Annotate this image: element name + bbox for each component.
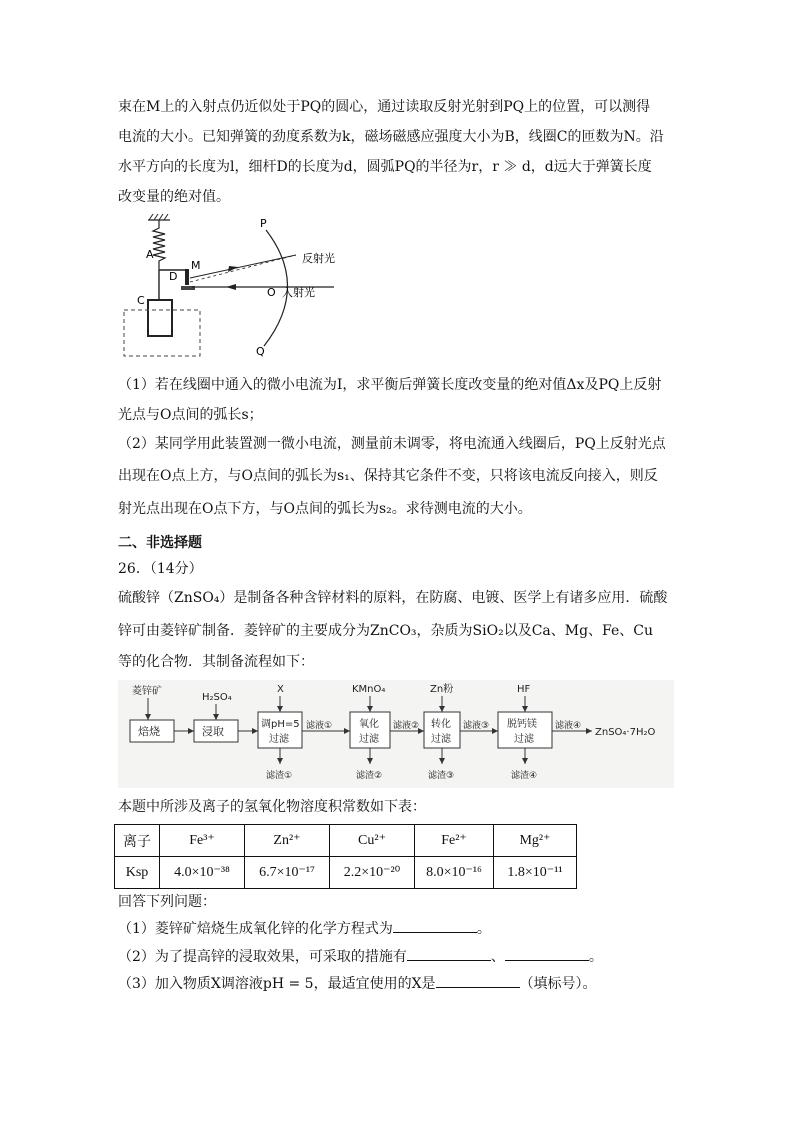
table-cell: 8.0×10⁻¹⁶ [415, 857, 494, 889]
table-header-row [115, 825, 577, 857]
table-caption: 本题中所涉及离子的氢氧化物溶度积常数如下表： [118, 799, 426, 815]
galvanometer-figure [118, 212, 358, 357]
flow-reagent-x: X [277, 684, 284, 695]
answer-prompt: 回答下列问题： [118, 894, 216, 910]
p25-q1-line-1: （1）若在线圈中通入的微小电流为I，求平衡后弹簧长度改变量的绝对值Δx及PQ上反射 [118, 377, 662, 393]
p26-q1-text: （1）菱锌矿焙烧生成氧化锌的化学方程式为 [118, 921, 393, 937]
table-header-cell: Fe³⁺ [160, 825, 245, 857]
table-cell: Ksp [115, 857, 160, 889]
process-flowchart [118, 680, 674, 788]
flow-box-filter-1: 过滤 [269, 734, 289, 745]
p26-intro-2: 锌可由菱锌矿制备．菱锌矿的主要成分为ZnCO₃，杂质为SiO₂以及Ca、Mg、Fe、Cu [118, 623, 654, 639]
flow-box-roast: 焙烧 [138, 725, 160, 738]
table-header-cell: 离子 [115, 825, 160, 857]
flow-residue-4: 滤渣④ [511, 771, 538, 781]
flow-box-ph: 调pH=5 [261, 719, 300, 730]
flow-reagent-zn: Zn粉 [430, 684, 454, 695]
p26-q3-end: （填标号）。 [519, 976, 597, 992]
p26-q1 [118, 918, 491, 939]
flow-filtrate-2: 滤液② [393, 721, 420, 731]
flow-residue-1: 滤渣① [266, 771, 293, 781]
p26-q1-end: 。 [476, 921, 491, 937]
p26-q2-sep: 、 [490, 949, 505, 965]
label-reflected: 反射光 [302, 252, 335, 265]
flow-ore: 菱锌矿 [132, 686, 162, 697]
answer-blank-4[interactable] [436, 973, 520, 988]
label-D: D [169, 270, 178, 283]
flow-reagent-kmno4: KMnO₄ [352, 684, 386, 695]
flow-box-oxidize: 氧化 [359, 719, 379, 730]
p25-q2-line-1: （2）某同学用此装置测一微小电流，测量前未调零，将电流通入线圈后，PQ上反射光点 [118, 436, 666, 452]
ksp-table [114, 824, 577, 889]
p26-q3 [118, 973, 597, 994]
p25-line-2: 电流的大小。已知弹簧的劲度系数为k，磁场磁感应强度大小为B，线圈C的匝数为N。沿 [118, 129, 664, 145]
label-incident: 入射光 [282, 286, 315, 299]
flow-box-filter-3: 过滤 [431, 734, 451, 745]
label-O: O [267, 286, 276, 299]
flow-reagent-hf: HF [517, 684, 531, 695]
p26-intro-3: 等的化合物．其制备流程如下： [118, 654, 314, 670]
flow-product: ZnSO₄·7H₂O [595, 727, 656, 738]
label-P: P [260, 217, 267, 230]
table-header-cell: Cu²⁺ [330, 825, 415, 857]
flow-reagent-h2so4: H₂SO₄ [202, 692, 232, 703]
p26-q3-text: （3）加入物质X调溶液pH = 5，最适宜使用的X是 [118, 976, 436, 992]
flow-box-filter-2: 过滤 [359, 734, 379, 745]
answer-blank-3[interactable] [505, 946, 589, 961]
flow-box-convert: 转化 [431, 719, 451, 730]
flow-residue-3: 滤渣③ [428, 771, 455, 781]
flow-box-filter-4: 过滤 [514, 734, 534, 745]
flow-residue-2: 滤渣② [356, 771, 383, 781]
p25-q1-line-2: 光点与O点间的弧长s； [118, 407, 263, 423]
table-cell: 6.7×10⁻¹⁷ [245, 857, 330, 889]
table-cell: 1.8×10⁻¹¹ [494, 857, 577, 889]
p26-q2-text: （2）为了提高锌的浸取效果，可采取的措施有 [118, 949, 407, 965]
p25-line-1: 束在M上的入射点仍近似处于PQ的圆心，通过读取反射光射到PQ上的位置，可以测得 [118, 99, 651, 115]
p26-q2 [118, 946, 603, 967]
p25-q2-line-2: 出现在O点上方，与O点间的弧长为s₁、保持其它条件不变，只将该电流反向接入，则反 [118, 468, 658, 484]
label-A: A [146, 248, 154, 261]
flow-box-leach: 浸取 [202, 725, 224, 738]
p25-line-4: 改变量的绝对值。 [118, 189, 230, 205]
p26-intro-1: 硫酸锌（ZnSO₄）是制备各种含锌材料的原料，在防腐、电镀、医学上有诸多应用．硫酸 [118, 590, 668, 606]
section-heading: 二、非选择题 [118, 535, 202, 551]
p26-q2-end: 。 [588, 949, 603, 965]
answer-blank-1[interactable] [393, 918, 477, 933]
table-header-cell: Zn²⁺ [245, 825, 330, 857]
label-C: C [137, 294, 145, 307]
flow-box-decamg: 脱钙镁 [507, 719, 537, 730]
flow-filtrate-3: 滤液③ [463, 721, 490, 731]
table-header-cell: Mg²⁺ [494, 825, 577, 857]
p25-line-3: 水平方向的长度为l，细杆D的长度为d，圆弧PQ的半径为r，r ≫ d，d远大于弹簧长度 [118, 159, 652, 175]
table-row [115, 857, 577, 889]
table-cell: 4.0×10⁻³⁸ [160, 857, 245, 889]
flow-filtrate-4: 滤液④ [555, 721, 582, 731]
table-header-cell: Fe²⁺ [415, 825, 494, 857]
p26-number: 26．（14分） [118, 561, 203, 577]
label-Q: Q [256, 345, 265, 357]
answer-blank-2[interactable] [407, 946, 491, 961]
table-cell: 2.2×10⁻²⁰ [330, 857, 415, 889]
flow-filtrate-1: 滤液① [306, 721, 333, 731]
label-M: M [191, 259, 201, 272]
p25-q2-line-3: 射光点出现在O点下方，与O点间的弧长为s₂。求待测电流的大小。 [118, 501, 532, 517]
